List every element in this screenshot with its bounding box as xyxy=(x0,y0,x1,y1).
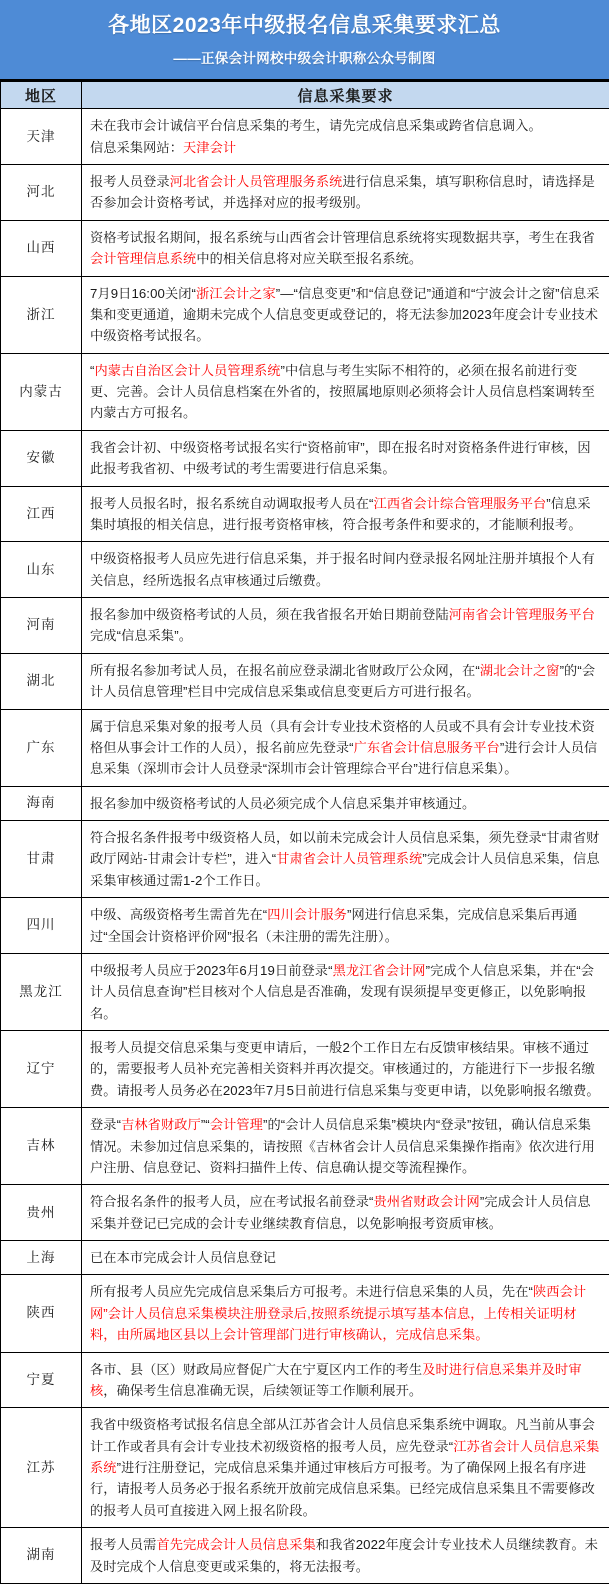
body-text: 资格考试报名期间，报名系统与山西省会计管理信息系统将实现数据共享，考生在我省 xyxy=(90,230,595,245)
body-text: ”完成个人信息采集，并在“会计人员信息查询”栏目核对个人信息是否准确，发现有误须提早变更修正，以免影响报名。 xyxy=(90,963,594,1021)
table-row xyxy=(1,709,609,786)
table-row xyxy=(1,953,609,1030)
highlight-text: 甘肃省会计人员管理系统 xyxy=(276,851,422,866)
region-cell: 吉林 xyxy=(1,1108,82,1185)
body-text: ”—“信息变更”和“信息登记”通道和“宁波会计之窗”信息采集和变更通道，逾期未完成个人信息变更或登记的，将无法参加2023年度会计专业技术中级资格考试报名。 xyxy=(90,286,600,344)
table-row xyxy=(1,1408,609,1528)
region-cell: 四川 xyxy=(1,898,82,954)
requirement-cell xyxy=(82,165,609,221)
table-row xyxy=(1,542,609,598)
body-text: 我省中级资格考试报名信息全部从江苏省会计人员信息采集系统中调取。凡当前从事会计工作或者具有会计专业技术初级资格的报考人员，应先登录“ xyxy=(90,1417,595,1453)
body-text: ”的“会计人员信息管理”栏目中完成信息采集或信息变更后方可进行报名。 xyxy=(90,663,595,699)
body-text: ，确保考生信息准确无误，后续领证等工作顺利展开。 xyxy=(103,1383,422,1398)
region-cell: 贵州 xyxy=(1,1185,82,1241)
highlight-text: 河北省会计人员管理服务系统 xyxy=(170,174,343,189)
requirement-cell xyxy=(82,109,609,165)
body-text: “ xyxy=(90,363,95,378)
table-row xyxy=(1,821,609,898)
highlight-text: 贵州省财政会计网 xyxy=(374,1194,480,1209)
table-row xyxy=(1,220,609,276)
table-header-row xyxy=(1,82,609,109)
body-text: ”的“会计人员信息采集”模块内“登录”按钮，确认信息采集情况。未参加过信息采集的，请按照《吉林省会计人员信息采集操作指南》依次进行用户注册、信息登记、资料扫描件上传、信息确认提交等流程操作。 xyxy=(90,1117,595,1175)
page-title: 各地区2023年中级报名信息采集要求汇总 xyxy=(0,12,609,40)
body-text: ”完成会计人员信息采集并登记已完成的会计专业继续教育信息，以免影响报考资质审核。 xyxy=(90,1194,591,1230)
highlight-text: 内蒙古自治区会计人员管理系统 xyxy=(95,363,281,378)
highlight-text: 广东省会计信息服务平台 xyxy=(354,740,500,755)
requirements-table xyxy=(0,81,609,1584)
highlight-text: 湖北会计之窗 xyxy=(480,663,560,678)
body-text: 中级资格报考人员应先进行信息采集，并于报名时间内登录报名网址注册并填报个人有关信息，经所选报名点审核通过后缴费。 xyxy=(90,551,595,587)
requirement-cell xyxy=(82,486,609,542)
table-row xyxy=(1,1031,609,1108)
requirement-cell xyxy=(82,353,609,430)
body-text: ”网进行信息采集，完成信息采集后再通过“全国会计资格评价网”报名（未注册的需先注册）。 xyxy=(90,907,577,943)
requirement-cell xyxy=(82,1241,609,1275)
body-text: 登录“ xyxy=(90,1117,121,1132)
highlight-text: 江苏省会计人员信息采集系统 xyxy=(90,1439,599,1475)
requirement-cell xyxy=(82,1031,609,1108)
region-cell: 浙江 xyxy=(1,276,82,353)
region-cell: 陕西 xyxy=(1,1275,82,1352)
body-text: 和我省2022年度会计专业技术人员继续教育。未及时完成个人信息变更或采集的，将无法报考。 xyxy=(90,1537,598,1573)
highlight-text: 江西省会计综合管理服务平台 xyxy=(374,496,547,511)
region-cell: 上海 xyxy=(1,1241,82,1275)
table-row xyxy=(1,486,609,542)
region-cell: 河北 xyxy=(1,165,82,221)
table-row xyxy=(1,1528,609,1584)
requirement-cell xyxy=(82,709,609,786)
region-cell: 河南 xyxy=(1,598,82,654)
requirement-cell xyxy=(82,1408,609,1528)
region-cell: 黑龙江 xyxy=(1,953,82,1030)
requirement-cell xyxy=(82,653,609,709)
body-text: 中的相关信息将对应关联至报名系统。 xyxy=(196,251,422,266)
body-text: 报名参加中级资格考试的人员必须完成个人信息采集并审核通过。 xyxy=(90,796,475,811)
region-cell: 湖南 xyxy=(1,1528,82,1584)
page-subtitle: ——正保会计网校中级会计职称公众号制图 xyxy=(0,47,609,67)
highlight-text: 首先完成会计人员信息采集 xyxy=(156,1537,315,1552)
region-cell: 甘肃 xyxy=(1,821,82,898)
body-text: ”进行会计人员信息采集（深圳市会计人员登录“深圳市会计管理综合平台”进行信息采集）。 xyxy=(90,740,597,776)
body-text: 报考人员报名时，报名系统自动调取报考人员在“ xyxy=(90,496,374,511)
highlight-text: 会计管理信息系统 xyxy=(90,251,196,266)
requirement-cell xyxy=(82,220,609,276)
column-header-requirement: 信息采集要求 xyxy=(82,82,609,109)
requirement-cell xyxy=(82,953,609,1030)
highlight-text: 河南省会计管理服务平台 xyxy=(449,607,595,622)
requirement-cell xyxy=(82,598,609,654)
banner-header xyxy=(0,0,609,81)
body-text: 已在本市完成会计人员信息登记 xyxy=(90,1250,276,1265)
body-text: 中级、高级资格考生需首先在“ xyxy=(90,907,267,922)
body-text: 报考人员提交信息采集与变更申请后，一般2个工作日左右反馈审核结果。审核不通过的，需要报考人员补充完善相关资料并再次提交。审核通过的，方能进行下一步报名缴费。请报考人员务必在2023年7月5日前进行信息采集与变更申请，以免影响报名缴费。 xyxy=(90,1040,600,1098)
highlight-text: 天津会计 xyxy=(183,140,236,155)
highlight-text: 吉林省财政厅 xyxy=(121,1117,201,1132)
table-head xyxy=(1,82,609,109)
region-cell: 山东 xyxy=(1,542,82,598)
requirement-cell xyxy=(82,786,609,820)
requirement-cell xyxy=(82,430,609,486)
table-row xyxy=(1,898,609,954)
body-text: 7月9日16:00关闭“ xyxy=(90,286,196,301)
region-cell: 江西 xyxy=(1,486,82,542)
table-row xyxy=(1,1275,609,1352)
body-text: 报考人员登录 xyxy=(90,174,170,189)
body-text: 报名参加中级资格考试的人员，须在我省报名开始日期前登陆 xyxy=(90,607,449,622)
table-row xyxy=(1,598,609,654)
requirement-cell xyxy=(82,821,609,898)
body-text: ”中信息与考生实际不相符的，必须在报名前进行变更、完善。会计人员信息档案在外省的，按照属地原则必须将会计人员信息档案调转至内蒙古方可报名。 xyxy=(90,363,595,421)
body-text: 我省会计初、中级资格考试报名实行“资格前审”，即在报名时对资格条件进行审核，因此报考我省初、中级考试的考生需要进行信息采集。 xyxy=(90,440,591,476)
body-text: 未在我市会计诚信平台信息采集的考生，请先完成信息采集或跨省信息调入。 xyxy=(90,118,542,133)
table-row xyxy=(1,1108,609,1185)
body-text: 符合报名条件报考中级资格人员，如以前未完成会计人员信息采集，须先登录“甘肃省财政厅网站-甘肃会计专栏”，进入“ xyxy=(90,830,599,866)
highlight-text: 黑龙江省会计网 xyxy=(333,963,426,978)
requirement-cell xyxy=(82,898,609,954)
region-cell: 天津 xyxy=(1,109,82,165)
highlight-text: 浙江会计之家 xyxy=(196,286,276,301)
region-cell: 湖北 xyxy=(1,653,82,709)
requirement-cell xyxy=(82,1352,609,1408)
body-text: 所有报考人员应先完成信息采集后方可报考。未进行信息采集的人员，先在“ xyxy=(90,1284,533,1299)
requirement-cell xyxy=(82,1275,609,1352)
highlight-text: 会计管理 xyxy=(210,1117,263,1132)
body-text: 属于信息采集对象的报考人员（具有会计专业技术资格的人员或不具有会计专业技术资格但从事会计工作的人员），报名前应先登录“ xyxy=(90,719,595,755)
region-cell: 海南 xyxy=(1,786,82,820)
requirement-cell xyxy=(82,1108,609,1185)
table-row xyxy=(1,430,609,486)
highlight-text: 陕西会计网”会计人员信息采集模块注册登录后,按照系统提示填写基本信息，上传相关证明材料，由所属地区县以上会计管理部门进行审核确认，完成信息采集。 xyxy=(90,1284,586,1342)
body-text: 报考人员需 xyxy=(90,1537,156,1552)
requirement-cell xyxy=(82,1185,609,1241)
table-row xyxy=(1,653,609,709)
region-cell: 内蒙古 xyxy=(1,353,82,430)
body-text: 进行信息采集，填写职称信息时，请选择是否参加会计资格考试，并选择对应的报考级别。 xyxy=(90,174,595,210)
region-cell: 辽宁 xyxy=(1,1031,82,1108)
requirement-cell xyxy=(82,542,609,598)
column-header-region: 地区 xyxy=(1,82,82,109)
table-row xyxy=(1,165,609,221)
body-text: 符合报名条件的报考人员，应在考试报名前登录“ xyxy=(90,1194,374,1209)
body-text: ”信息采集时填报的相关信息，进行报考资格审核，符合报考条件和要求的，才能顺利报考。 xyxy=(90,496,591,532)
body-text: 所有报名参加考试人员，在报名前应登录湖北省财政厅公众网，在“ xyxy=(90,663,480,678)
body-text: 各市、县（区）财政局应督促广大在宁夏区内工作的考生 xyxy=(90,1362,422,1377)
requirement-cell xyxy=(82,276,609,353)
region-cell: 安徽 xyxy=(1,430,82,486)
region-cell: 江苏 xyxy=(1,1408,82,1528)
body-text: 信息采集网站： xyxy=(90,140,183,155)
region-cell: 宁夏 xyxy=(1,1352,82,1408)
highlight-text: 及时进行信息采集并及时审核 xyxy=(90,1362,582,1398)
table-row xyxy=(1,1352,609,1408)
table-body xyxy=(1,109,609,1584)
requirement-cell xyxy=(82,1528,609,1584)
body-text: ”完成会计人员信息采集，信息采集审核通过需1-2个工作日。 xyxy=(90,851,600,887)
table-row xyxy=(1,1241,609,1275)
body-text: ”进行注册登记，完成信息采集并通过审核后方可报考。为了确保网上报名有序进行，请报考人员务必于报名系统开放前完成信息采集。已经完成信息采集且不需要修改的报考人员可直接进入网上报名阶段。 xyxy=(90,1460,595,1518)
body-text: 中级报考人员应于2023年6月19日前登录“ xyxy=(90,963,333,978)
table-row xyxy=(1,276,609,353)
body-text: ”“ xyxy=(201,1117,210,1132)
body-text: 完成“信息采集”。 xyxy=(90,628,192,643)
highlight-text: 四川会计服务 xyxy=(267,907,347,922)
table-row xyxy=(1,353,609,430)
table-row xyxy=(1,109,609,165)
table-row xyxy=(1,786,609,820)
table-row xyxy=(1,1185,609,1241)
region-cell: 广东 xyxy=(1,709,82,786)
region-cell: 山西 xyxy=(1,220,82,276)
